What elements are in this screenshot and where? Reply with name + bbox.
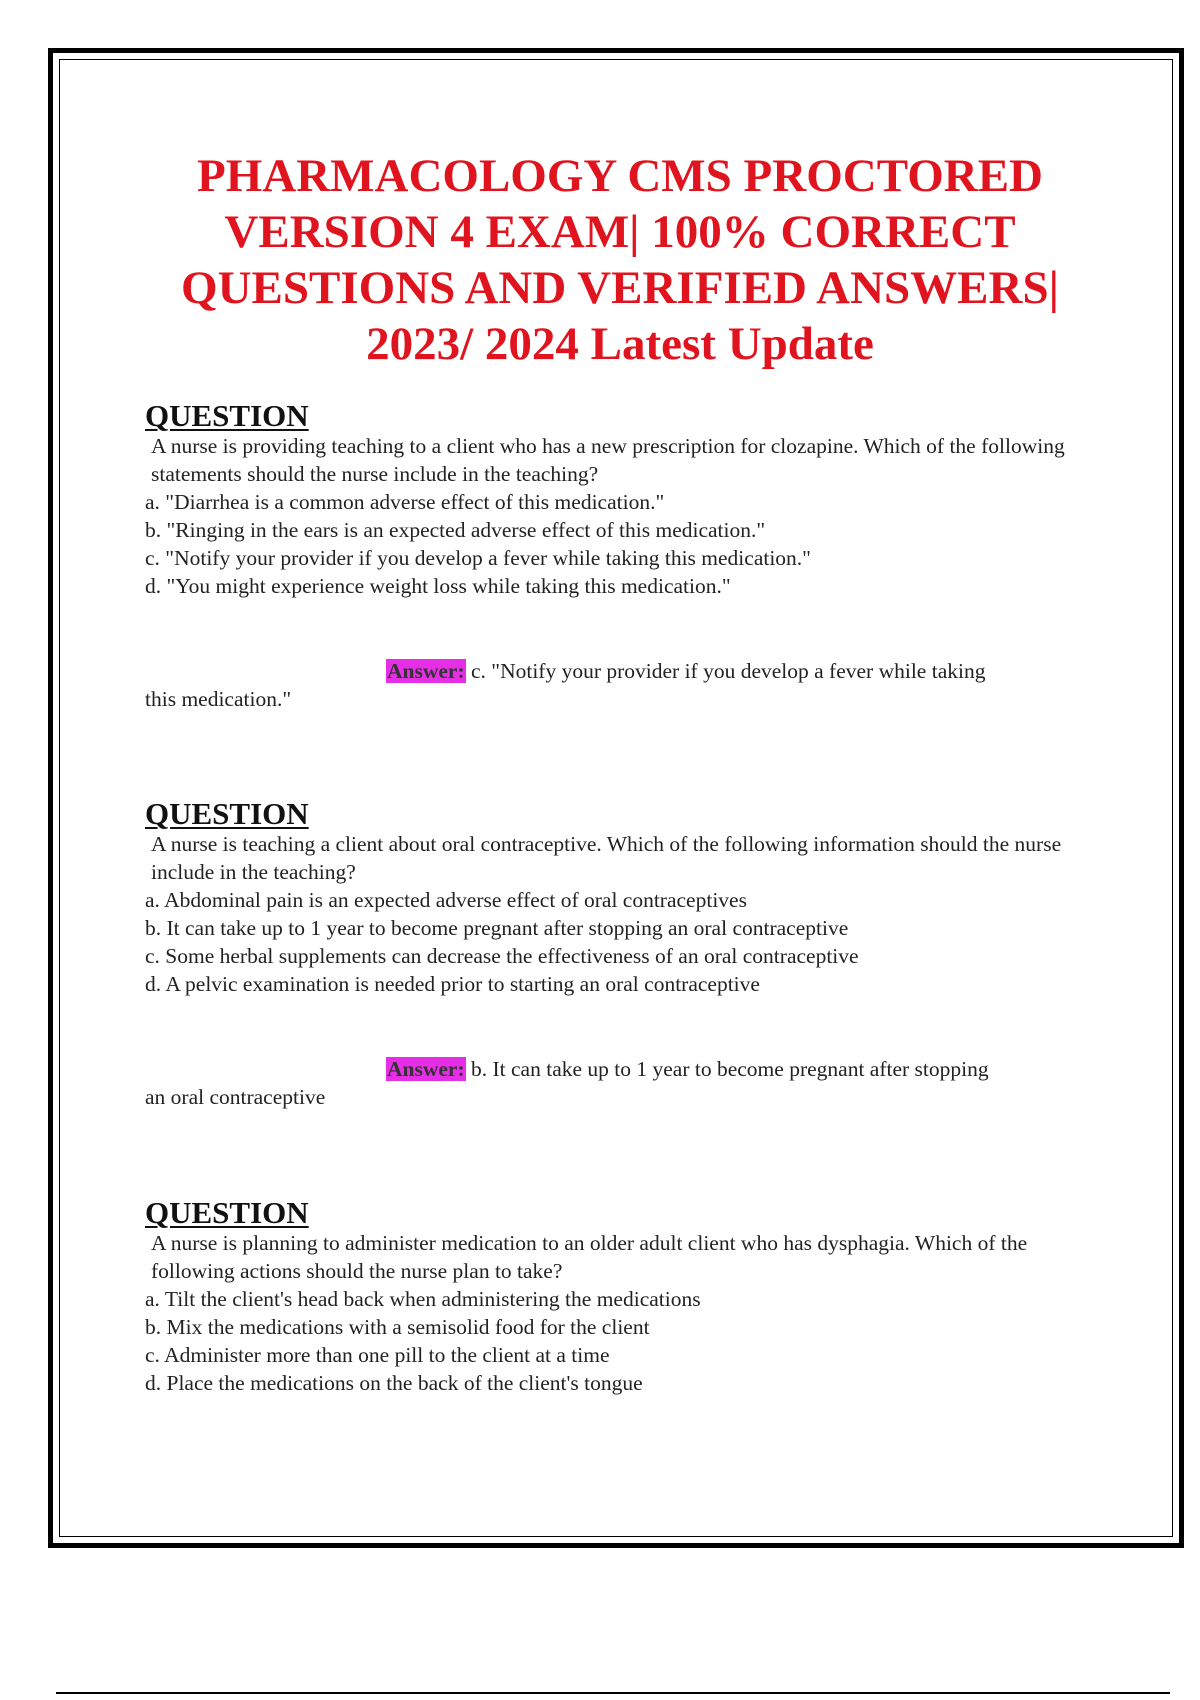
question-3: [145, 1197, 1105, 1397]
answer-1: [145, 657, 1105, 713]
answer-line-1: [145, 657, 1105, 685]
answer-text: c. "Notify your provider if you develop a fever while taking: [471, 659, 986, 683]
answer-line-1: [145, 1055, 1105, 1083]
document-title: [90, 148, 1150, 372]
question-heading: QUESTION: [145, 1195, 309, 1230]
question-text: A nurse is planning to administer medication to an older adult client who has dysphagia. Which of the following actions should the nurse plan to take?: [151, 1231, 1028, 1283]
question-1: [145, 400, 1105, 600]
answer-label: Answer:: [387, 1057, 465, 1081]
title-line-3: QUESTIONS AND VERIFIED ANSWERS|: [181, 262, 1059, 314]
question-2: [145, 798, 1105, 998]
question-heading: QUESTION: [145, 796, 309, 831]
option-d: d. A pelvic examination is needed prior to starting an oral contraceptive: [145, 972, 760, 996]
answer-label: Answer:: [387, 659, 465, 683]
answer-text: b. It can take up to 1 year to become pregnant after stopping: [471, 1057, 989, 1081]
question-heading: QUESTION: [145, 398, 309, 433]
question-text: A nurse is teaching a client about oral contraceptive. Which of the following information should the nurse include in the teaching?: [151, 832, 1062, 884]
option-d: d. Place the medications on the back of the client's tongue: [145, 1371, 643, 1395]
option-d: d. "You might experience weight loss while taking this medication.": [145, 574, 731, 598]
option-a: a. "Diarrhea is a common adverse effect of this medication.": [145, 490, 665, 514]
answer-line-2: this medication.": [145, 687, 292, 711]
option-b: b. "Ringing in the ears is an expected adverse effect of this medication.": [145, 518, 766, 542]
option-c: c. "Notify your provider if you develop a fever while taking this medication.": [145, 546, 811, 570]
title-line-1: PHARMACOLOGY CMS PROCTORED: [197, 150, 1043, 202]
title-line-4: 2023/ 2024 Latest Update: [366, 318, 874, 370]
title-line-2: VERSION 4 EXAM| 100% CORRECT: [224, 206, 1016, 258]
option-c: c. Some herbal supplements can decrease the effectiveness of an oral contraceptive: [145, 944, 859, 968]
question-text: A nurse is providing teaching to a client who has a new prescription for clozapine. Which of the following statements should the nurse include in the teaching?: [151, 434, 1065, 486]
bottom-rule: [56, 1692, 1170, 1694]
option-b: b. It can take up to 1 year to become pregnant after stopping an oral contraceptive: [145, 916, 849, 940]
option-a: a. Tilt the client's head back when administering the medications: [145, 1287, 701, 1311]
answer-line-2: an oral contraceptive: [145, 1085, 326, 1109]
option-a: a. Abdominal pain is an expected adverse effect of oral contraceptives: [145, 888, 747, 912]
option-b: b. Mix the medications with a semisolid food for the client: [145, 1315, 650, 1339]
option-c: c. Administer more than one pill to the client at a time: [145, 1343, 610, 1367]
answer-2: [145, 1055, 1105, 1111]
